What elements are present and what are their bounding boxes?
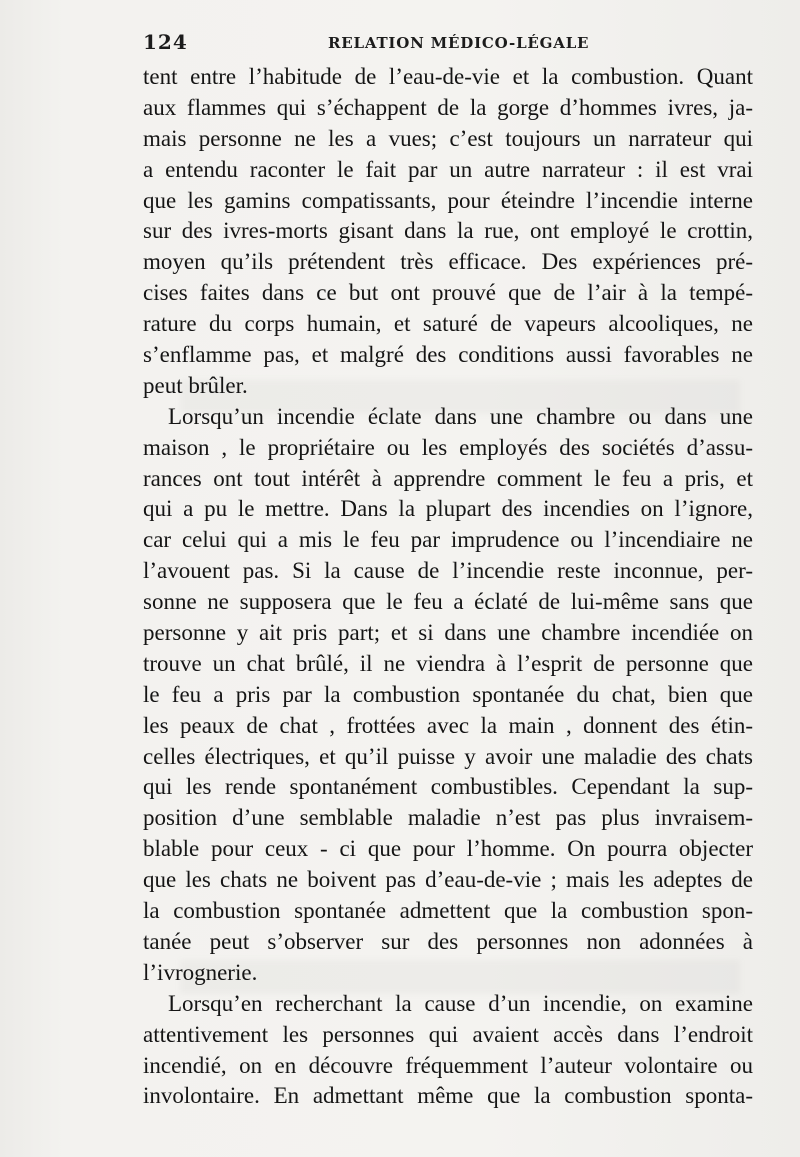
text-line: involontaire. En admettant même que la combustion sponta- [143, 1083, 753, 1109]
text-line: attentivement les personnes qui avaient accès dans l’endroit [143, 1021, 753, 1047]
text-line: blable pour ceux - ci que pour l’homme. On pourra objecter [143, 836, 753, 862]
text-line: rances ont tout intérêt à apprendre comment le feu a pris, et [143, 465, 753, 491]
text-line: rature du corps humain, et saturé de vapeurs alcooliques, ne [143, 311, 753, 337]
text-line: Lorsqu’en recherchant la cause d’un incendie, on examine [168, 990, 753, 1016]
paragraph [143, 989, 753, 1113]
page-header [143, 30, 753, 60]
text-line: les peaux de chat , frottées avec la main , donnent des étin- [143, 712, 753, 738]
page-number: 124 [143, 30, 188, 54]
text-line: incendié, on en découvre fréquemment l’auteur volontaire ou [143, 1052, 753, 1078]
text-line: celles électriques, et qu’il puisse y avoir une maladie des chats [143, 743, 753, 769]
text-line: Lorsqu’un incendie éclate dans une chambre ou dans une [168, 403, 753, 429]
text-line: a entendu raconter le fait par un autre narrateur : il est vrai [143, 156, 753, 182]
running-title: RELATION MÉDICO-LÉGALE [328, 34, 590, 52]
text-line: cises faites dans ce but ont prouvé que de l’air à la tempé- [143, 280, 753, 306]
text-line: personne y ait pris part; et si dans une chambre incendiée on [143, 620, 753, 646]
text-line: maison , le propriétaire ou les employés des sociétés d’assu- [143, 434, 753, 460]
text-line: le feu a pris par la combustion spontanée du chat, bien que [143, 681, 753, 707]
paragraph [143, 402, 753, 989]
text-line: tent entre l’habitude de l’eau-de-vie et la combustion. Quant [143, 64, 753, 89]
text-line: que les gamins compatissants, pour éteindre l’incendie interne [143, 187, 753, 213]
text-line: moyen qu’ils prétendent très efficace. Des expériences pré- [143, 249, 753, 275]
text-line: s’enflamme pas, et malgré des conditions aussi favorables ne [143, 342, 753, 368]
text-line: tanée peut s’observer sur des personnes non adonnées à [143, 928, 753, 954]
text-line: sur des ivres-morts gisant dans la rue, ont employé le crottin, [143, 218, 753, 244]
text-line: car celui qui a mis le feu par imprudence ou l’incendiaire ne [143, 527, 753, 553]
text-line: position d’une semblable maladie n’est pas plus invraisem- [143, 805, 753, 831]
text-line: qui a pu le mettre. Dans la plupart des incendies on l’ignore, [143, 496, 753, 522]
text-line: aux flammes qui s’échappent de la gorge d’hommes ivres, ja- [143, 94, 753, 120]
paragraph [143, 62, 753, 402]
text-line: que les chats ne boivent pas d’eau-de-vie ; mais les adeptes de [143, 867, 753, 893]
text-line: peut brûler. [143, 372, 248, 398]
text-line: trouve un chat brûlé, il ne viendra à l’esprit de personne que [143, 650, 753, 676]
text-line: l’avouent pas. Si la cause de l’incendie reste inconnue, per- [143, 558, 753, 584]
text-line: mais personne ne les a vues; c’est toujours un narrateur qui [143, 125, 753, 151]
text-line: qui les rende spontanément combustibles. Cependant la sup- [143, 774, 753, 800]
text-line: la combustion spontanée admettent que la combustion spon- [143, 898, 753, 924]
text-line: sonne ne supposera que le feu a éclaté de lui-même sans que [143, 589, 753, 615]
body-text [143, 62, 753, 1112]
text-line: l’ivrognerie. [143, 959, 258, 985]
